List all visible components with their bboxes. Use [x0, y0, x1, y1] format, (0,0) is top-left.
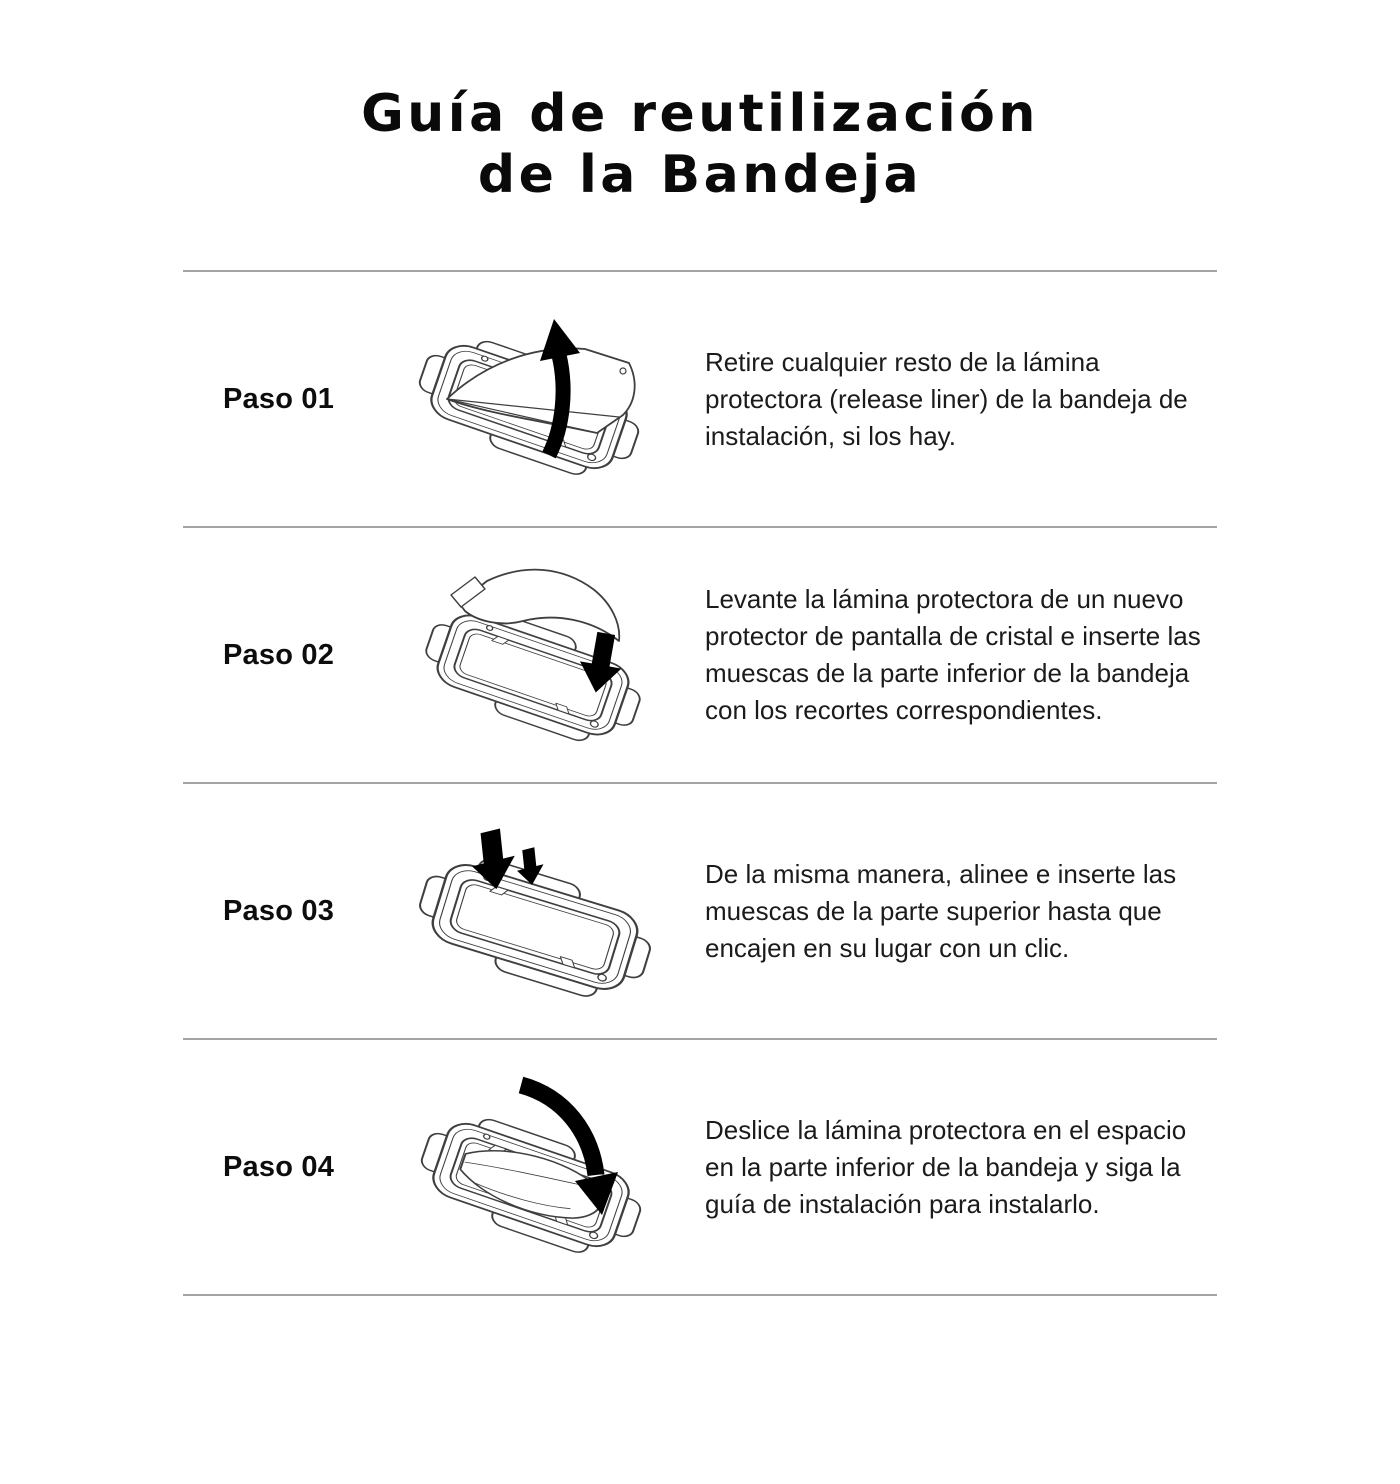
- step-1-illustration: [403, 303, 663, 495]
- section-divider: [183, 1294, 1217, 1296]
- step-1-art: [403, 303, 663, 495]
- step-3-art: [403, 815, 663, 1007]
- step-description: Deslice la lámina protectora en el espacio en la parte inferior de la bandeja y siga la guía de instalación para instalarlo.: [705, 1114, 1187, 1219]
- steps-list: [183, 270, 1217, 1296]
- title-line-1: Guía de reutilización: [361, 84, 1039, 144]
- step-label: Paso 02: [223, 638, 335, 671]
- step-description: Levante la lámina protectora de un nuevo protector de pantalla de cristal e inserte las muescas de la parte inferior de la bandeja con los recortes correspondientes.: [705, 584, 1201, 725]
- step-row-3: [183, 784, 1217, 1038]
- step-2-illustration: [403, 559, 663, 751]
- step-4-art: [403, 1071, 663, 1263]
- page-title: [0, 84, 1400, 206]
- step-label: Paso 01: [223, 382, 335, 415]
- reuse-guide-page: [0, 84, 1400, 1296]
- step-description: De la misma manera, alinee e inserte las muescas de la parte superior hasta que encajen en su lugar con un clic.: [705, 858, 1177, 963]
- title-line-2: de la Bandeja: [477, 145, 923, 205]
- step-4-illustration: [403, 1071, 663, 1263]
- step-row-2: [183, 528, 1217, 782]
- step-2-art: [403, 559, 663, 751]
- step-description: Retire cualquier resto de la lámina protectora (release liner) de la bandeja de instalación, si los hay.: [705, 346, 1188, 451]
- step-row-1: [183, 272, 1217, 526]
- step-label: Paso 04: [223, 1150, 335, 1183]
- step-label: Paso 03: [223, 894, 335, 927]
- step-row-4: [183, 1040, 1217, 1294]
- step-3-illustration: [403, 815, 663, 1007]
